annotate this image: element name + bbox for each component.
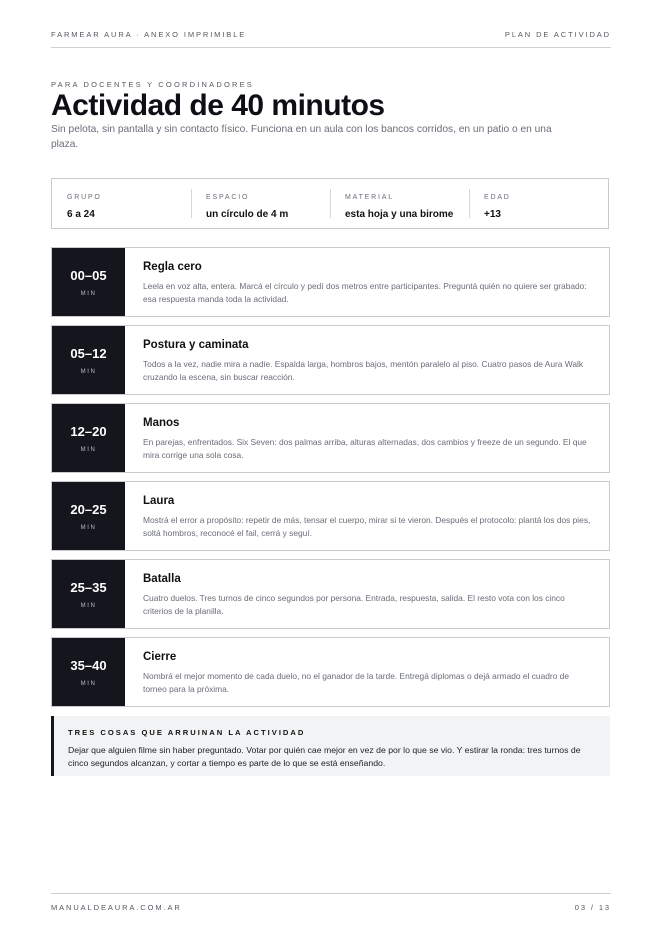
meta-label: ESPACIO <box>206 194 250 201</box>
meta-value: esta hoja y una birome <box>345 209 454 220</box>
step-content <box>125 326 609 394</box>
step-time-block <box>52 326 125 394</box>
warning-callout <box>51 716 610 776</box>
step-title: Batalla <box>143 573 181 585</box>
header-section: PLAN DE ACTIVIDAD <box>504 29 611 39</box>
meta-label: GRUPO <box>67 194 102 201</box>
step-manos <box>51 403 610 473</box>
step-title: Postura y caminata <box>143 339 249 351</box>
step-time-block <box>52 248 125 316</box>
step-time-unit: MIN <box>80 524 97 531</box>
step-postura-caminata <box>51 325 610 395</box>
callout-title: TRES COSAS QUE ARRUINAN LA ACTIVIDAD <box>68 728 306 737</box>
header-brand: FARMEAR AURA · ANEXO IMPRIMIBLE <box>51 29 247 39</box>
step-time-unit: MIN <box>80 368 97 375</box>
step-title: Cierre <box>143 651 177 663</box>
audience-eyebrow: PARA DOCENTES Y COORDINADORES <box>51 80 254 89</box>
page-footer <box>51 893 611 912</box>
step-time-block <box>52 560 125 628</box>
step-time-range: 25–35 <box>70 579 107 595</box>
step-time-unit: MIN <box>80 290 97 297</box>
step-description: Leela en voz alta, entera. Marcá el círculo y pedí dos metros entre participantes. Preguntá quién no quiere ser grabado: esa respuesta manda toda la actividad. <box>143 281 587 304</box>
step-time-unit: MIN <box>80 446 97 453</box>
meta-space <box>191 179 330 228</box>
meta-group <box>52 179 191 228</box>
page-title: Actividad de 40 minutos <box>51 89 385 122</box>
page-subtitle: Sin pelota, sin pantalla y sin contacto físico. Funciona en un aula con los bancos corridos, en un patio o en una plaza. <box>51 124 552 150</box>
step-description: Cuatro duelos. Tres turnos de cinco segundos por persona. Entrada, respuesta, salida. El resto vota con los cinco criterios de la planilla. <box>143 593 565 616</box>
step-description: Todos a la vez, nadie mira a nadie. Espalda larga, hombros bajos, mentón paralelo al piso. Cuatro pasos de Aura Walk cruzando la escena, sin buscar reacción. <box>143 359 584 382</box>
step-laura <box>51 481 610 551</box>
step-content <box>125 404 609 472</box>
step-content <box>125 638 609 706</box>
meta-value: un círculo de 4 m <box>206 209 289 220</box>
footer-website: MANUALDEAURA.COM.AR <box>51 903 182 912</box>
meta-label: MATERIAL <box>345 194 394 201</box>
step-time-block <box>52 482 125 550</box>
step-time-block <box>52 404 125 472</box>
step-description: En parejas, enfrentados. Six Seven: dos palmas arriba, alturas alternadas, dos cambios y freeze de un segundo. El que mira corrige una sola cosa. <box>143 437 587 460</box>
step-content <box>125 248 609 316</box>
meta-material <box>330 179 469 228</box>
step-description: Mostrá el error a propósito: repetir de más, tensar el cuerpo, mirar si te vieron. Después el protocolo: plantá los dos pies, soltá hombros, reconocé el fail, cerrá y seguí. <box>143 515 591 538</box>
step-title: Regla cero <box>143 261 202 273</box>
activity-steps <box>51 247 610 715</box>
step-description: Nombrá el mejor momento de cada duelo, no el ganador de la tarde. Entregá diplomas o dejá armado el cuadro de torneo para la próxima. <box>143 671 569 694</box>
meta-age <box>469 179 608 228</box>
step-title: Laura <box>143 495 175 507</box>
page-number: 03 / 13 <box>574 903 611 912</box>
callout-text: Dejar que alguien filme sin haber preguntado. Votar por quién cae mejor en vez de por lo que se vio. Y estirar la ronda: tres turnos de cinco segundos alcanzan, y cortar a tiempo es parte de lo que se está enseñando. <box>68 745 581 768</box>
step-time-block <box>52 638 125 706</box>
step-title: Manos <box>143 417 180 429</box>
step-regla-cero <box>51 247 610 317</box>
step-time-range: 35–40 <box>70 657 107 673</box>
meta-value: 6 a 24 <box>67 209 95 220</box>
step-time-unit: MIN <box>80 680 97 687</box>
step-content <box>125 482 609 550</box>
step-time-range: 12–20 <box>70 423 107 439</box>
meta-label: EDAD <box>484 194 511 201</box>
activity-meta-box <box>51 178 609 229</box>
step-time-range: 00–05 <box>70 267 107 283</box>
step-time-unit: MIN <box>80 602 97 609</box>
meta-value: +13 <box>484 209 501 220</box>
step-cierre <box>51 637 610 707</box>
step-batalla <box>51 559 610 629</box>
step-content <box>125 560 609 628</box>
step-time-range: 05–12 <box>70 345 107 361</box>
page-header <box>51 27 611 48</box>
step-time-range: 20–25 <box>70 501 107 517</box>
